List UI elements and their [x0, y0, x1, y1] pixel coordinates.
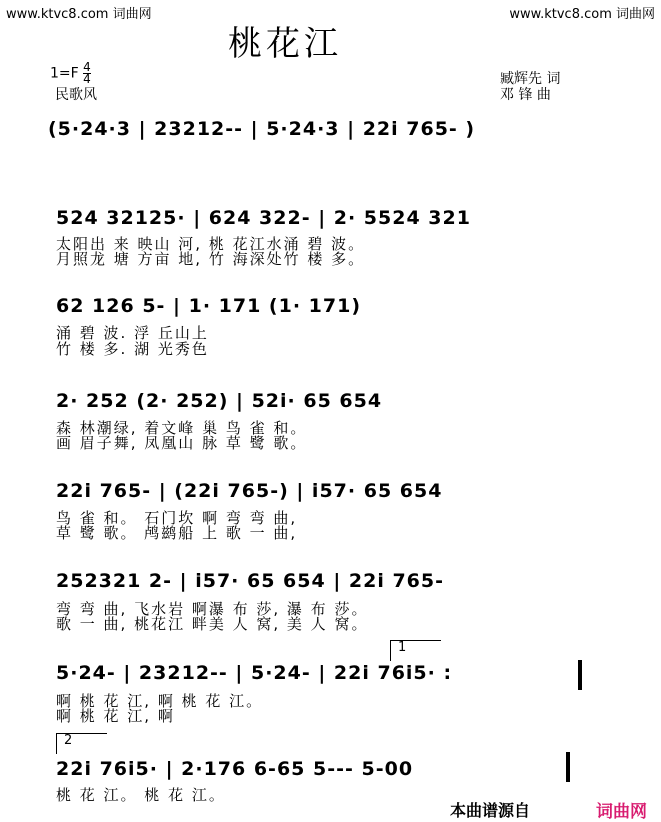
- lyrics-line-4b: 画 眉子舞, 凤凰山 脉 草 鹭 歌。: [56, 434, 308, 452]
- lyrics-line-2b: 月照龙 塘 方亩 地, 竹 海深处竹 楼 多。: [56, 250, 366, 268]
- lyricist: 臧辉先 词: [500, 71, 561, 87]
- volta-2: 2: [64, 733, 73, 748]
- song-title: 桃花江: [228, 24, 342, 64]
- lyrics-line-5a: 鸟 雀 和。 石门坎 啊 弯 弯 曲,: [56, 509, 298, 527]
- footer-source: 本曲谱源自: [450, 801, 531, 820]
- lyrics-line-3a: 涌 碧 波. 浮 丘山上: [56, 324, 209, 342]
- watermark-right[interactable]: www.ktvc8.com 词曲网: [509, 7, 655, 22]
- volta-2-bracket: [56, 733, 107, 754]
- watermark-left[interactable]: www.ktvc8.com 词曲网: [6, 7, 152, 22]
- notes-line-7: 5·24- | 23212-- | 5·24- | 22i 76i5· :: [56, 662, 453, 684]
- volta-1: 1: [398, 640, 407, 655]
- lyrics-line-7a: 啊 桃 花 江, 啊 桃 花 江。: [56, 692, 264, 710]
- style-label: 民歌风: [55, 87, 97, 103]
- composer: 邓 锋 曲: [500, 87, 551, 103]
- notes-line-6: 252321 2- | i57· 65 654 | 22i 765-: [56, 570, 444, 592]
- lyrics-line-7b: 啊 桃 花 江, 啊: [56, 707, 175, 725]
- notes-line-5: 22i 765- | (22i 765-) | i57· 65 654: [56, 480, 443, 502]
- time-top: 4: [83, 60, 91, 74]
- lyrics-line-5b: 草 鹭 歌。 鸬鹚船 上 歌 一 曲,: [56, 524, 298, 542]
- time-signature: [83, 62, 91, 85]
- repeat-barline: [578, 660, 582, 690]
- key-signature: [50, 62, 91, 85]
- lyrics-line-6b: 歌 一 曲, 桃花江 畔美 人 窝, 美 人 窝。: [56, 615, 369, 633]
- time-bottom: 4: [83, 72, 91, 86]
- notes-line-8: 22i 76i5· | 2·176 6-65 5--- 5-00: [56, 758, 414, 780]
- lyrics-line-4a: 森 林潮绿, 着文峰 巢 鸟 雀 和。: [56, 419, 308, 437]
- key-label: 1=F: [50, 65, 79, 82]
- lyrics-line-2a: 太阳出 来 映山 河, 桃 花江水涌 碧 波。: [56, 235, 366, 253]
- volta-1-bracket: [390, 640, 441, 661]
- final-barline: [566, 752, 570, 782]
- notes-line-2: 524 32125· | 624 322- | 2· 5524 321: [56, 207, 471, 229]
- footer-logo[interactable]: 词曲网: [596, 802, 647, 822]
- notes-line-4: 2· 252 (2· 252) | 52i· 65 654: [56, 390, 383, 412]
- lyrics-line-6a: 弯 弯 曲, 飞水岩 啊瀑 布 莎, 瀑 布 莎。: [56, 600, 369, 618]
- notes-line-3: 62 126 5- | 1· 171 (1· 171): [56, 295, 362, 317]
- lyrics-line-3b: 竹 楼 多. 湖 光秀色: [56, 340, 209, 358]
- score-line-1: [0, 118, 661, 158]
- lyrics-line-8a: 桃 花 江。 桃 花 江。: [56, 786, 226, 804]
- notes-line-1: (5·24·3 | 23212-- | 5·24·3 | 22i 765- ): [48, 118, 476, 140]
